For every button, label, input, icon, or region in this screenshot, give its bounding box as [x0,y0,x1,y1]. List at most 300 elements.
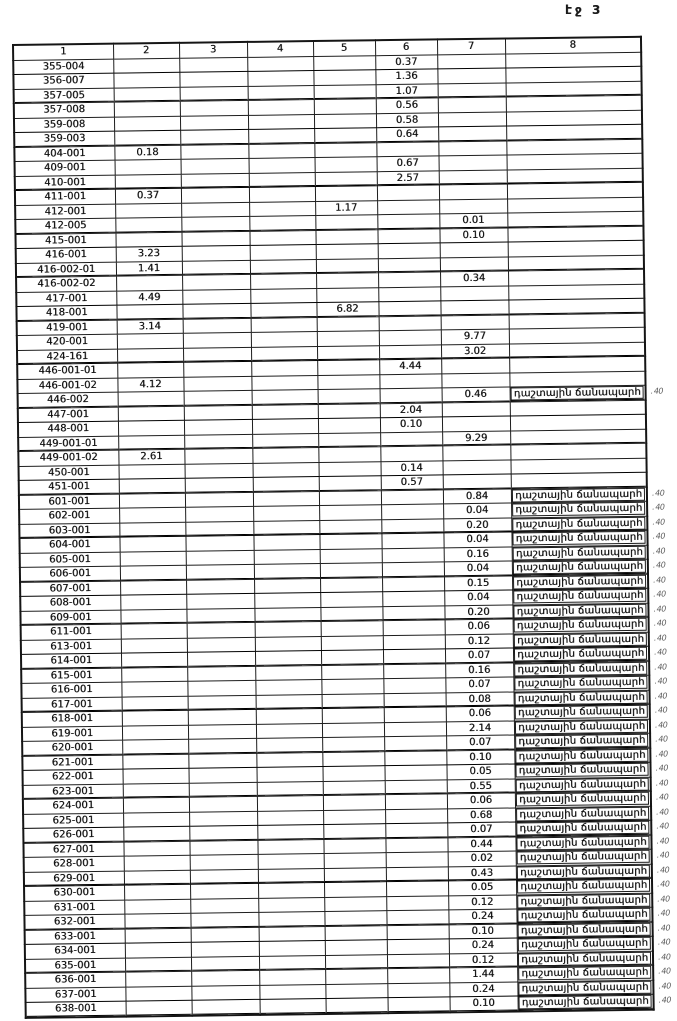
cell-c6 [382,591,444,606]
margin-annotation: . 40 [653,634,667,642]
area-value: 6.82 [336,303,359,316]
parcel-code: 619-001 [51,727,94,740]
cell-c2 [121,623,187,638]
area-value: 4.49 [138,291,161,304]
cell-c4 [253,506,319,521]
cell-c2 [123,768,189,783]
cell-c2 [115,159,181,174]
parcel-code: 609-001 [49,611,92,624]
cell-c3 [187,637,255,652]
cell-c7 [439,228,507,243]
parcel-code: 622-001 [51,771,94,783]
cell-c2 [124,870,190,885]
cell-c3 [190,869,258,884]
road-type-label: դաշտային ճանապարհ [518,966,651,981]
road-type-label: դաշտային ճանապարհ [515,690,648,705]
cell-c4 [256,752,322,767]
cell-c4 [257,810,323,825]
cell-c5 [324,911,386,926]
cell-c3 [181,187,249,202]
road-type-label: դաշտային ճանապարհ [512,502,645,517]
parcel-code: 416-002-02 [37,278,96,290]
cell-c5 [324,882,386,897]
margin-annotation: . 40 [656,851,670,859]
cell-c7 [446,720,514,735]
cell-c7 [440,257,508,272]
area-value: 0.04 [466,563,490,575]
cell-c7 [443,518,511,533]
cell-c2 [116,246,182,261]
cell-c7 [442,416,510,431]
cell-c6 [380,460,442,475]
road-type-label: դաշտային ճանապարհ [515,719,648,734]
parcel-code: 626-001 [52,829,95,841]
cell-c2 [120,565,186,580]
cell-c6 [376,98,438,113]
cell-c3 [180,144,248,159]
parcel-code: 410-001 [44,176,87,189]
cell-c3 [185,535,253,550]
area-value: 4.44 [399,360,422,373]
cell-c2 [123,826,189,841]
cell-c6 [387,939,449,954]
cell-c2 [123,783,189,798]
area-value: 0.58 [395,114,419,126]
cell-c6 [377,228,439,243]
cell-c5 [319,505,381,520]
cell-c7 [448,851,516,866]
cell-c5 [318,447,380,462]
cell-c7 [437,68,505,83]
cell-c1 [19,523,119,539]
cell-c3 [183,318,251,333]
cell-c2 [125,957,191,972]
cell-c7 [449,967,517,982]
cell-c5 [320,577,382,592]
cell-c4 [249,230,315,245]
cell-c7 [446,764,514,779]
cell-c1 [25,943,125,959]
area-value: 2.61 [140,451,163,463]
cell-c7 [443,503,511,518]
parcel-code: 412-005 [44,220,87,232]
cell-c3 [191,956,259,971]
cell-c1 [14,102,114,118]
cell-c7 [446,749,514,764]
area-value: 0.37 [395,56,418,68]
area-value: 0.15 [466,577,490,589]
margin-annotation: . 40 [653,648,667,656]
parcel-code: 417-001 [45,292,88,305]
area-value: 0.64 [396,128,419,141]
cell-c5 [320,548,382,563]
cell-c4 [257,839,323,854]
cell-c1 [16,247,116,263]
cell-c3 [190,854,258,869]
cell-c1 [22,755,122,771]
cell-c6 [382,547,444,562]
parcel-code: 625-001 [52,814,95,827]
area-value: 0.07 [470,824,493,836]
cell-c7 [442,445,510,460]
cell-c5 [315,186,377,201]
cell-c7 [442,402,510,417]
cell-c1 [16,305,116,321]
cell-c3 [184,390,252,405]
cell-c7 [442,460,510,475]
cell-c7 [440,286,508,301]
road-type-label: դաշտային ճանապարհ [514,632,647,647]
cell-c4 [258,897,324,912]
cell-c5 [318,432,380,447]
cell-c7 [438,112,506,127]
cell-c6 [376,83,438,98]
cell-c4 [254,564,320,579]
parcel-code: 446-002 [46,394,89,406]
cell-c5 [323,780,385,795]
cell-c5 [324,853,386,868]
road-type-label: դաշտային ճանապարհ [518,951,651,966]
cell-c7 [442,387,510,402]
parcel-code: 357-008 [43,104,86,116]
margin-annotation: . 40 [655,779,669,787]
cell-c5 [315,171,377,186]
road-type-label: դաշտային ճանապարհ [513,560,646,575]
cell-c3 [187,680,255,695]
area-value: 0.43 [470,867,494,879]
cell-c4 [257,824,323,839]
cell-c1 [17,334,117,350]
margin-annotation: . 40 [655,793,669,801]
parcel-code: 637-001 [54,988,97,1001]
cell-c7 [447,836,515,851]
cell-c2 [123,812,189,827]
parcel-code: 418-001 [45,307,88,319]
cell-c3 [190,898,258,913]
margin-annotation: . 40 [655,764,669,772]
cell-c5 [316,244,378,259]
road-type-label: դաշտային ճանապարհ [516,777,649,792]
cell-c2 [116,275,182,290]
cell-c7 [439,155,507,170]
cell-c2 [119,464,185,479]
parcel-code: 605-001 [49,553,91,566]
cell-c2 [115,188,181,203]
cell-c7 [441,329,509,344]
cell-c3 [189,825,257,840]
cell-c5 [314,113,376,128]
cell-c4 [249,201,315,216]
margin-annotation: . 40 [656,866,670,874]
cell-c6 [384,765,446,780]
cell-c3 [188,724,256,739]
cell-c6 [384,692,446,707]
cell-c2 [114,101,180,116]
area-value: 0.10 [472,998,495,1010]
cell-c1 [17,320,117,336]
cell-c2 [119,493,185,508]
cell-c2 [124,884,190,899]
cell-c5 [323,795,385,810]
cell-c6 [388,997,450,1013]
cell-c3 [189,840,257,855]
cell-c4 [258,882,324,897]
margin-annotation: . 40 [658,996,672,1004]
cell-c3 [187,666,255,681]
cell-c4 [253,535,319,550]
cell-c3 [181,216,249,231]
margin-annotation: . 40 [656,837,670,845]
cell-c3 [179,57,247,72]
cell-c6 [376,112,438,127]
parcel-code: 620-001 [51,742,94,754]
cell-c6 [383,678,445,693]
cell-c3 [187,622,255,637]
cell-c5 [322,766,384,781]
margin-annotation: . 40 [652,518,666,526]
cell-c3 [191,927,259,942]
cell-c3 [182,260,250,275]
road-type-label: դաշտային ճանապարհ [516,806,649,821]
area-value: 0.55 [469,780,492,792]
cell-c4 [249,187,315,202]
cell-c7 [447,778,515,793]
parcel-code: 621-001 [51,756,94,769]
area-value: 0.10 [471,925,494,937]
cell-c5 [325,969,387,984]
road-type-label: դաշտային ճանապարհ [515,734,648,749]
cell-c2 [125,971,191,986]
cell-c6 [387,924,449,939]
cell-c3 [191,941,259,956]
cell-c6 [381,533,443,548]
area-value: 0.04 [465,505,489,517]
cell-c3 [184,419,252,434]
parcel-code: 629-001 [53,872,96,885]
cell-c2 [124,899,190,914]
area-value: 0.05 [470,882,494,894]
cell-c3 [179,71,247,86]
cell-c3 [183,376,251,391]
cell-c3 [186,593,254,608]
column-header-3: 3 [179,42,247,58]
cell-c3 [188,695,256,710]
cell-c1 [22,711,122,727]
area-value: 3.14 [138,320,161,333]
column-header-2: 2 [113,43,179,59]
cell-c1 [13,59,113,75]
cell-c2 [117,377,183,392]
cell-c5 [325,940,387,955]
cell-c7 [447,822,515,837]
cell-c1 [23,784,123,800]
area-value: 0.07 [468,679,491,691]
cell-c7 [438,97,506,112]
cell-c4 [255,680,321,695]
cell-c1 [18,450,118,466]
cell-c1 [18,407,118,423]
cell-c1 [14,117,114,133]
cell-c6 [385,794,447,809]
cell-c3 [186,564,254,579]
cell-c3 [190,883,258,898]
cell-c6 [377,156,439,171]
cell-c6 [379,344,441,359]
cell-c2 [114,145,180,160]
cell-c1 [26,1001,126,1017]
cell-c7 [442,431,510,446]
parcel-code: 357-005 [42,89,85,102]
cell-c1 [22,726,122,742]
area-value: 0.06 [468,708,492,720]
cell-c4 [253,491,319,506]
area-value: 1.36 [395,70,418,83]
area-value: 2.04 [399,404,423,416]
cell-c7 [445,619,513,634]
cell-c6 [377,185,439,200]
road-type-label: դաշտային ճանապարհ [516,763,649,778]
cell-c6 [381,504,443,519]
cell-c2 [118,435,184,450]
cell-c5 [318,418,380,433]
cell-c5 [321,621,383,636]
cell-c2 [119,507,185,522]
cell-c6 [384,736,446,751]
parcel-code: 608-001 [49,597,92,609]
cell-c2 [122,710,188,725]
parcel-code: 606-001 [49,568,92,580]
margin-annotation: . 40 [652,547,666,555]
area-value: 0.16 [466,548,489,560]
cell-c6 [386,910,448,925]
parcel-code: 449-001-01 [39,437,98,450]
cell-c2 [126,1000,192,1016]
road-type-label: դաշտային ճանապարհ [514,647,647,662]
cell-c5 [315,157,377,172]
cell-c1 [13,73,113,89]
cell-c3 [182,289,250,304]
cell-c5 [319,519,381,534]
margin-annotation: . 40 [651,489,665,497]
cell-c7 [444,547,512,562]
cell-c2 [122,754,188,769]
cell-c1 [15,233,115,249]
parcel-code: 632-001 [53,916,96,928]
area-value: 0.10 [462,229,485,241]
cell-c4 [256,709,322,724]
parcel-code: 631-001 [53,901,96,914]
cell-c4 [250,303,316,318]
cell-c7 [438,141,506,156]
cell-c5 [315,200,377,215]
cell-c3 [182,303,250,318]
cell-c2 [120,580,186,595]
cell-c2 [118,449,184,464]
area-value: 1.17 [334,202,358,214]
cell-c5 [323,838,385,853]
area-value: 0.37 [136,190,160,202]
parcel-code: 614-001 [50,655,93,667]
margin-annotation: . 40 [654,692,668,700]
margin-annotation: . 40 [658,967,672,975]
cell-c7 [443,474,511,489]
road-type-label: դաշտային ճանապարհ [513,545,646,560]
cell-c2 [113,58,179,73]
cell-c4 [253,477,319,492]
road-type-label: դաշտային ճանապարհ [513,574,646,589]
margin-annotation: . 40 [650,388,664,396]
cell-c4 [248,143,314,158]
cell-c7 [448,865,516,880]
cell-c4 [247,71,313,86]
area-value: 0.12 [467,635,491,647]
cell-c1 [16,276,116,292]
cell-c5 [318,389,380,404]
parcel-code: 627-001 [52,843,95,856]
cell-c5 [317,345,379,360]
cell-c2 [114,116,180,131]
cell-c1 [25,958,125,974]
cell-c4 [256,738,322,753]
cell-c1 [19,494,119,510]
cell-c4 [252,433,318,448]
road-type-label: դաշտային ճանապարհ [515,705,648,720]
cell-c4 [247,56,313,71]
cell-c2 [123,797,189,812]
cell-c7 [448,880,516,895]
road-type-label: դաշտային ճանապարհ [518,937,651,952]
parcel-code: 630-001 [53,887,96,899]
cell-c3 [191,970,259,985]
cell-c4 [249,158,315,173]
margin-annotation: . 40 [652,532,666,540]
cell-c6 [386,866,448,881]
parcel-code: 420-001 [46,336,89,348]
cell-c5 [320,563,382,578]
cell-c2 [115,232,181,247]
cell-c5 [313,70,375,85]
margin-annotation: . 40 [654,663,668,671]
cell-c7 [437,54,505,69]
column-header-8: 8 [505,37,641,54]
cell-c2 [125,986,191,1001]
cell-c2 [119,536,185,551]
cell-c6 [380,431,442,446]
cell-c4 [257,795,323,810]
cell-c4 [251,375,317,390]
cell-c4 [248,85,314,100]
cell-c6 [379,359,441,374]
cell-c3 [184,448,252,463]
cell-c4 [254,607,320,622]
margin-annotation: . 40 [652,561,666,569]
cell-c1 [15,175,115,191]
cell-c5 [321,650,383,665]
parcel-code: 451-001 [48,481,91,493]
cell-c7 [438,83,506,98]
cell-c2 [116,290,182,305]
cell-c5 [321,679,383,694]
cell-c2 [116,261,182,276]
cell-c7 [446,691,514,706]
cell-c7 [439,199,507,214]
cell-c1 [24,914,124,930]
cell-c4 [253,520,319,535]
cell-c5 [326,998,388,1014]
cell-c5 [316,258,378,273]
cell-c2 [120,594,186,609]
cell-c2 [122,739,188,754]
